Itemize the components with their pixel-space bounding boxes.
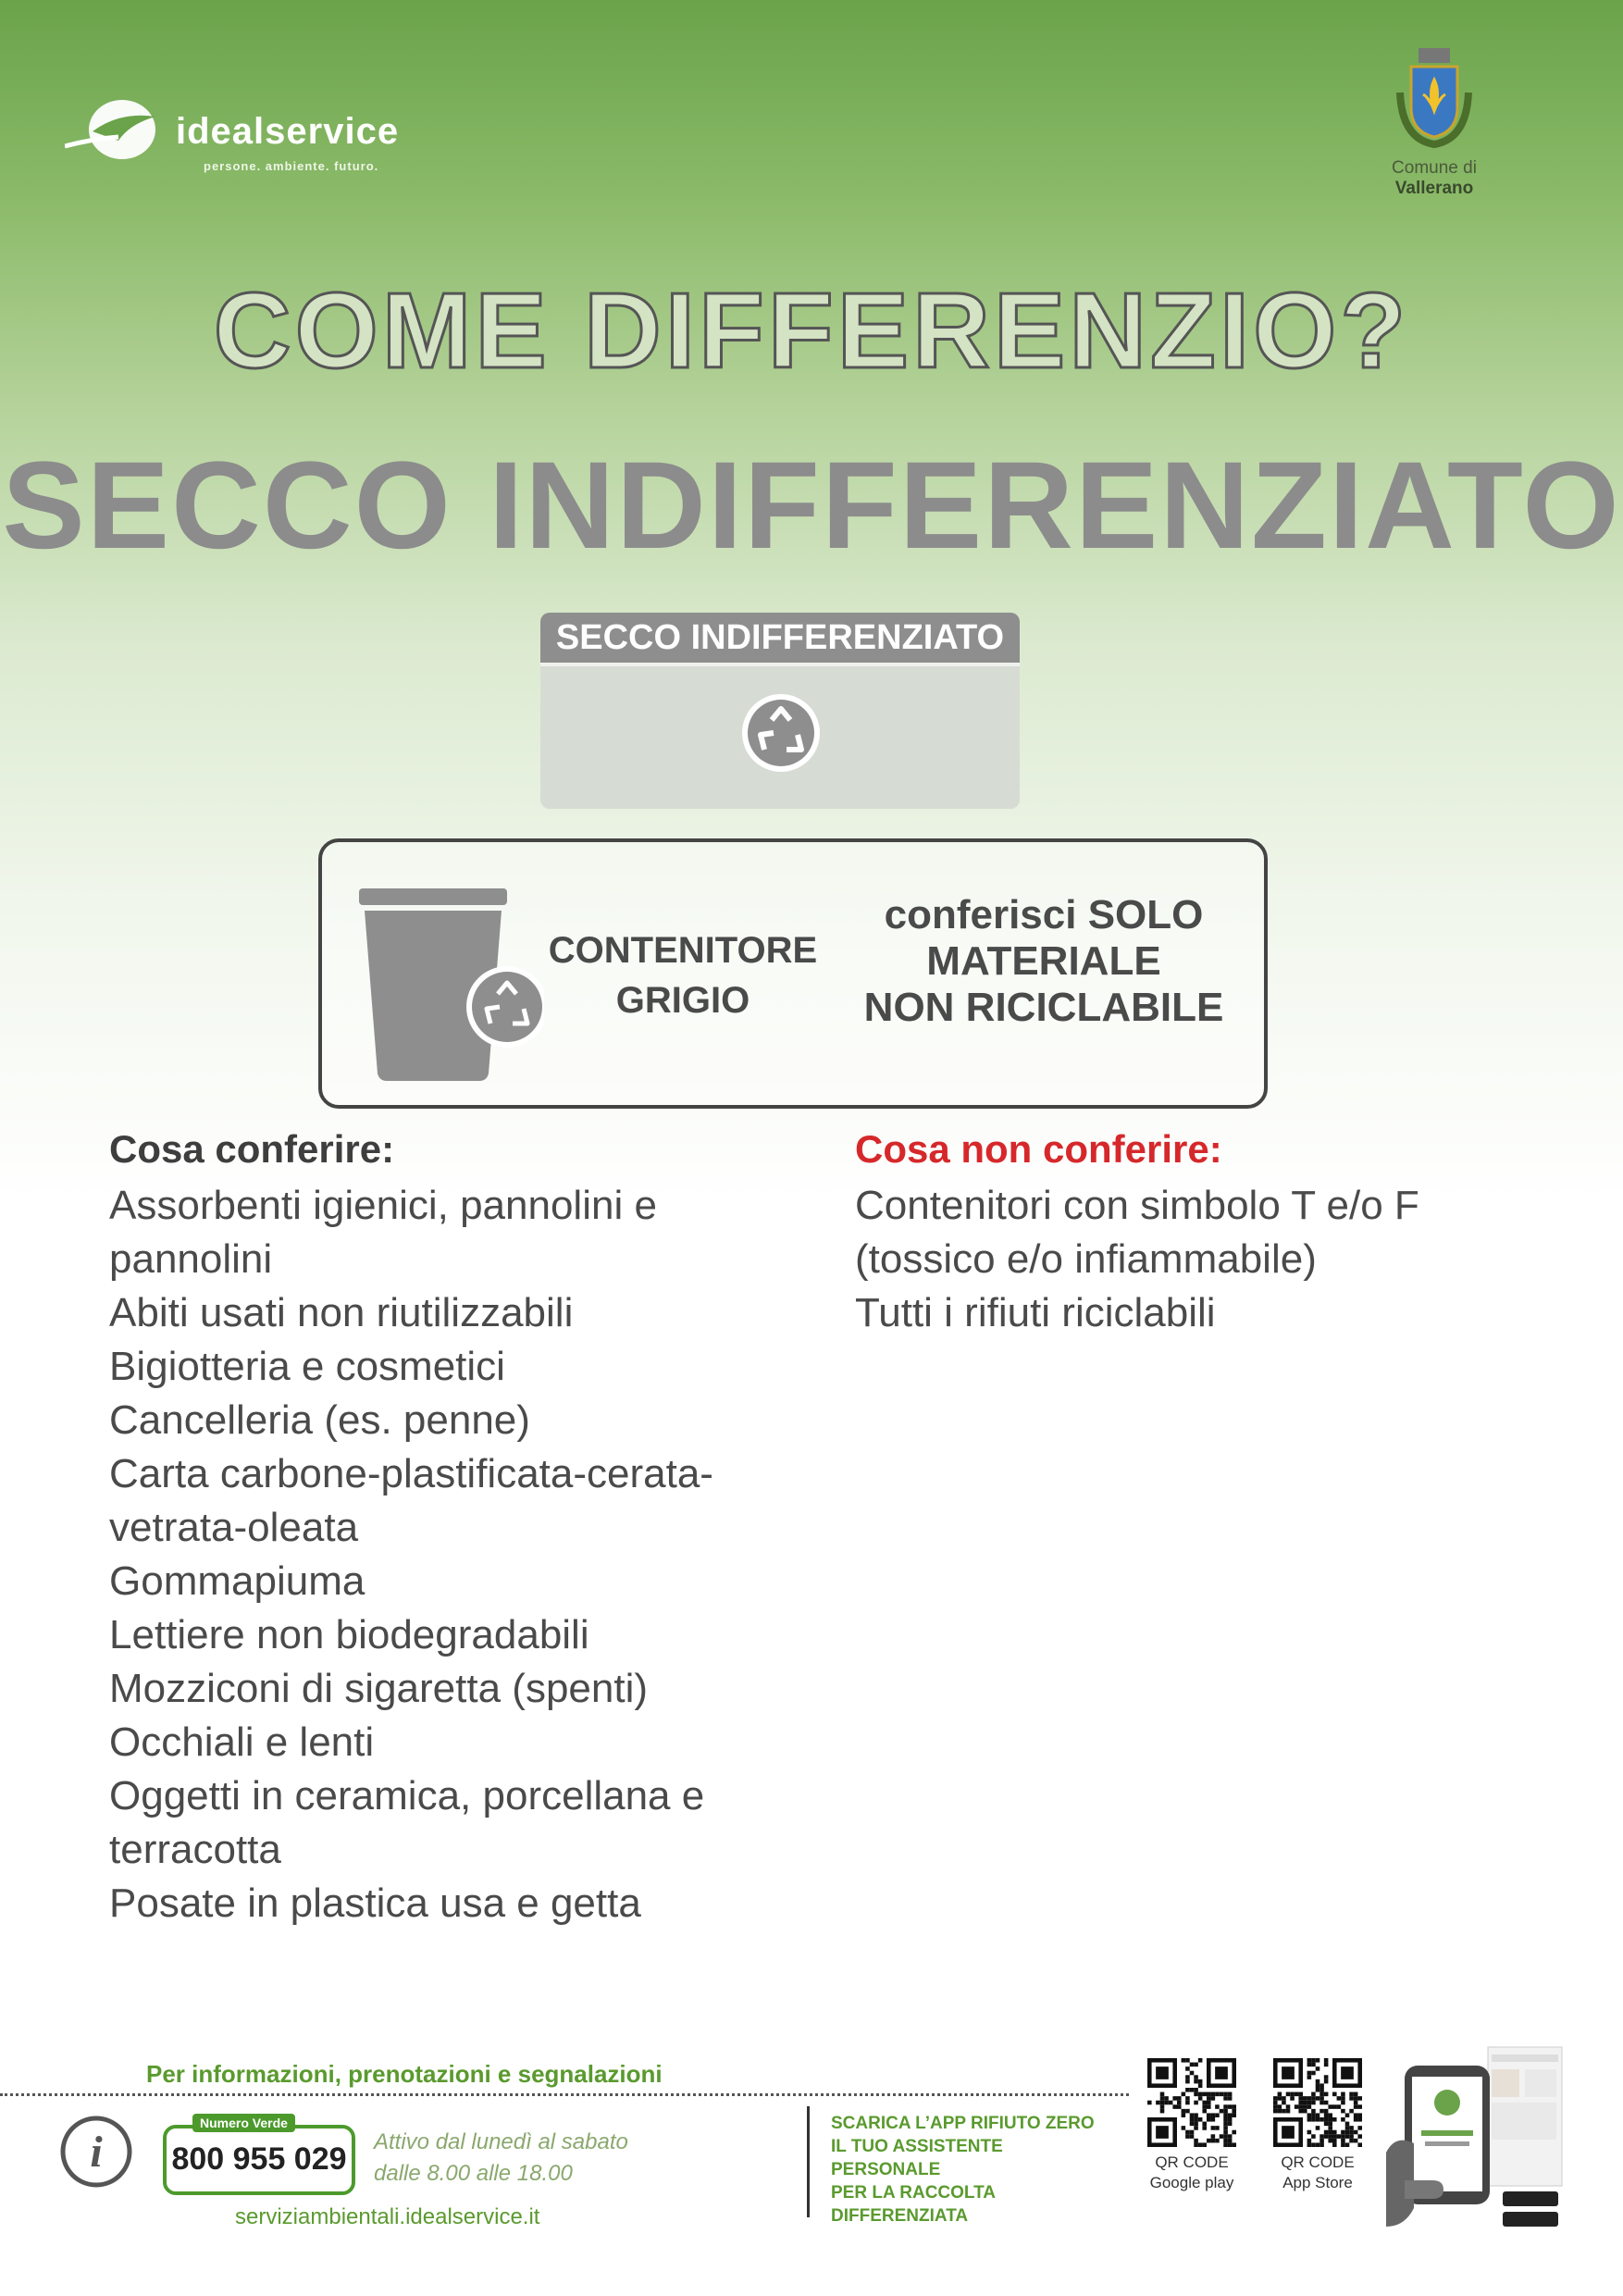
app-promo-text	[831, 2112, 1127, 2228]
brand-name: idealservice	[176, 111, 400, 152]
page-question-title: COME DIFFERENZIO?	[213, 270, 1410, 391]
qr-apple-caption	[1253, 2153, 1382, 2193]
info-icon	[59, 2115, 133, 2193]
recycle-icon	[740, 692, 822, 778]
website-link[interactable]: serviziambientali.idealservice.it	[235, 2204, 540, 2229]
list-item: Lettiere non biodegradabili	[109, 1612, 589, 1657]
instruction-line-2: MATERIALE	[926, 938, 1161, 984]
allowed-items-list	[109, 1179, 775, 1930]
instruction-line-3: NON RICICLABILE	[863, 985, 1224, 1030]
list-item: Carta carbone-plastificata-cerata-	[109, 1451, 713, 1496]
not-allowed-items-section	[855, 1127, 1558, 1340]
list-item: Assorbenti igienici, pannolini e	[109, 1183, 657, 1228]
dotted-divider	[0, 2093, 1129, 2096]
app-promo-line: PERSONALE	[831, 2160, 941, 2179]
divider	[540, 663, 1020, 666]
app-promo-line: DIFFERENZIATA	[831, 2206, 969, 2226]
qr-google-caption-line-2: Google play	[1149, 2174, 1234, 2191]
toll-free-label: Numero Verde	[192, 2114, 295, 2132]
page-category-title: SECCO INDIFFERENZIATO	[2, 437, 1621, 575]
opening-hours	[374, 2127, 651, 2190]
brand-tagline: persone. ambiente. futuro.	[204, 159, 379, 173]
list-item: Bigiotteria e cosmetici	[109, 1344, 505, 1389]
vertical-divider	[807, 2106, 810, 2217]
list-item: Mozziconi di sigaretta (spenti)	[109, 1666, 649, 1711]
list-item: Occhiali e lenti	[109, 1719, 375, 1765]
list-item: vetrata-oleata	[109, 1505, 359, 1550]
list-item: Cancelleria (es. penne)	[109, 1397, 530, 1443]
waste-label-heading: SECCO INDIFFERENZIATO	[540, 613, 1020, 663]
qr-google-caption	[1127, 2153, 1257, 2193]
list-item: Contenitori con simbolo T e/o F	[855, 1183, 1419, 1228]
toll-free-number[interactable]	[163, 2116, 355, 2195]
qr-code-app-store-icon[interactable]	[1273, 2058, 1362, 2152]
phone-number[interactable]: 800 955 029	[171, 2141, 347, 2177]
app-promo-line: PER LA RACCOLTA	[831, 2183, 997, 2203]
grey-bin-icon	[359, 888, 544, 1087]
list-item: Posate in plastica usa e getta	[109, 1880, 641, 1926]
svg-text:i: i	[90, 2128, 103, 2177]
idealservice-logo	[65, 93, 435, 185]
hours-time: dalle 8.00 alle 18.00	[374, 2161, 573, 2186]
not-allowed-items-title: Cosa non conferire:	[855, 1127, 1222, 1171]
app-promo-line: SCARICA L’APP RIFIUTO ZERO	[831, 2114, 1095, 2133]
allowed-items-section	[109, 1127, 775, 1930]
info-title: Per informazioni, prenotazioni e segnalazioni	[146, 2060, 663, 2088]
comune-label: Comune di	[1392, 158, 1477, 178]
qr-apple-caption-line-1: QR CODE	[1281, 2153, 1355, 2171]
list-item: pannolini	[109, 1236, 273, 1282]
stork-logo-icon	[65, 93, 167, 167]
allowed-items-title: Cosa conferire:	[109, 1127, 395, 1171]
waste-label-card	[540, 613, 1020, 809]
hand-holding-phone-icon	[1377, 2042, 1580, 2240]
container-label	[544, 925, 822, 1025]
app-promo-line: IL TUO ASSISTENTE	[831, 2137, 1003, 2156]
list-item: Abiti usati non riutilizzabili	[109, 1290, 574, 1335]
qr-code-google-play-icon[interactable]	[1147, 2058, 1236, 2152]
qr-google-caption-line-1: QR CODE	[1155, 2153, 1229, 2171]
container-instruction	[840, 892, 1247, 1031]
container-info-box	[318, 838, 1268, 1109]
not-allowed-items-list	[855, 1179, 1558, 1340]
comune-name: Vallerano	[1394, 179, 1474, 198]
list-item: Tutti i rifiuti riciclabili	[855, 1290, 1216, 1335]
comune-crest	[1369, 46, 1499, 213]
hours-days: Attivo dal lunedì al sabato	[374, 2129, 628, 2154]
coat-of-arms-icon	[1393, 46, 1476, 148]
list-item: Gommapiuma	[109, 1558, 365, 1604]
instruction-line-1: conferisci SOLO	[884, 892, 1204, 937]
list-item: (tossico e/o infiammabile)	[855, 1236, 1317, 1282]
container-label-line: CONTENITORE	[548, 930, 818, 971]
list-item: terracotta	[109, 1827, 281, 1872]
list-item: Oggetti in ceramica, porcellana e	[109, 1773, 705, 1818]
qr-apple-caption-line-2: App Store	[1282, 2174, 1353, 2191]
container-color-line: GRIGIO	[615, 980, 750, 1021]
